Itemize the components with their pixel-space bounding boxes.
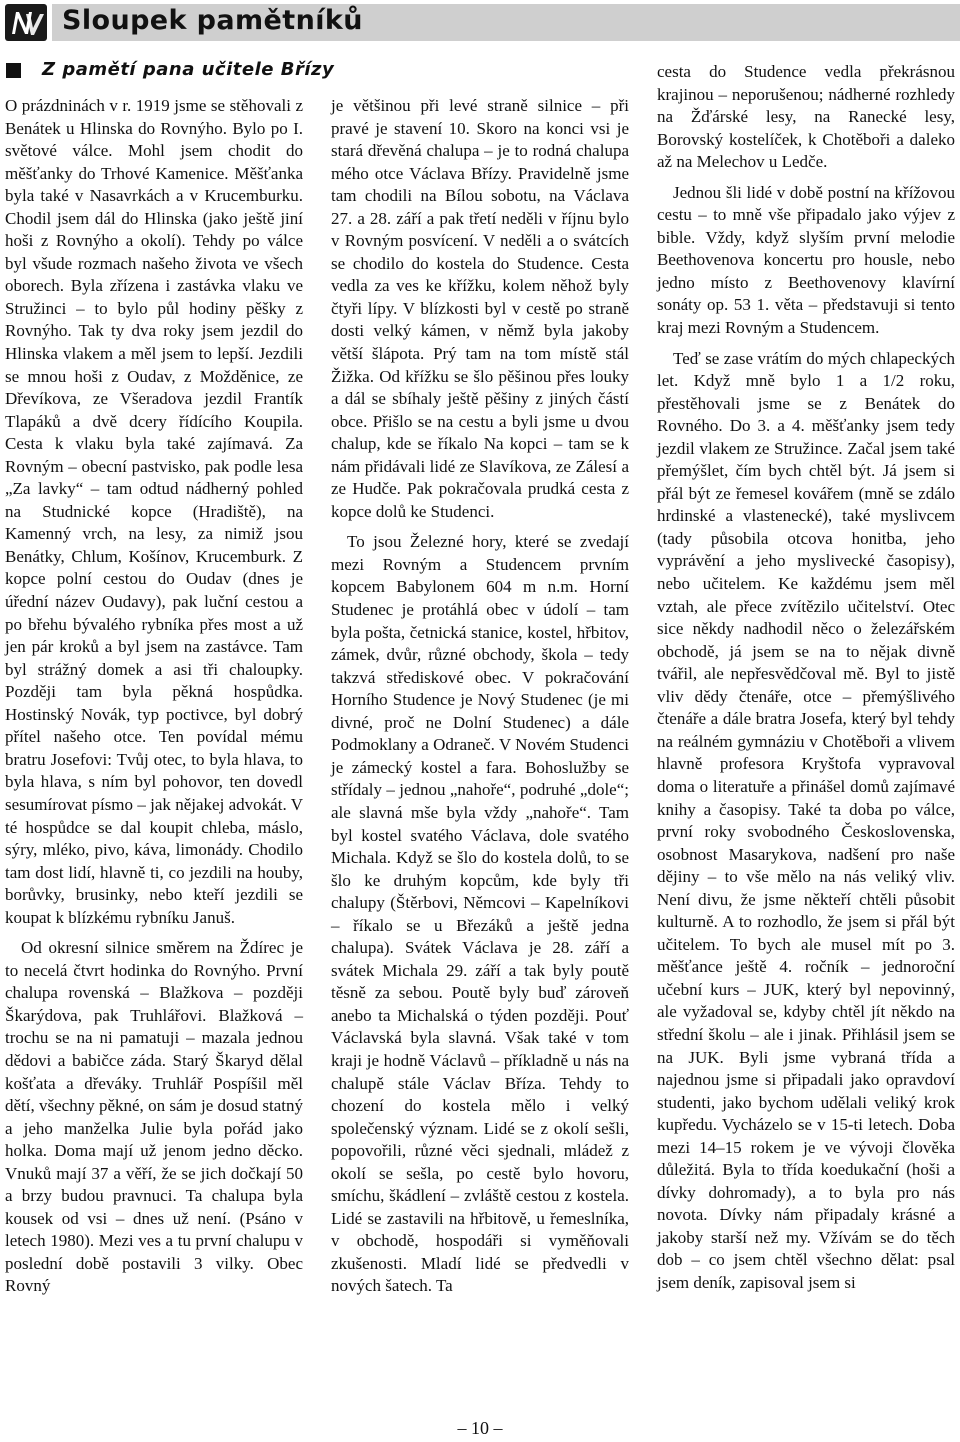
column-2-paragraph-1: je většinou při levé straně silnice – při pravé je stavení 10. Skoro na konci vsi je stará dřevěná chalupa – je to rodná chalupa mého otce Václava Břízy. Pravidelně jsme tam chodili na Bílou sobotu, na Václava 27. a 28. září a pak třetí neděli v říjnu bylo v Rovným posvícení. V neděli a o svátcích se chodilo do kostela do Studence. Cesta vedla za ves ke křížku, kolem něhož byly čtyři lípy. V blízkosti byl v cestě po straně dosti velký kámen, v němž byla jakoby větší šlápota. Prý tam na tom místě stál Žižka. Od křížku se šlo pěšinou přes louky a dál se sbíhaly ještě pěšiny z jiných částí obce. Přišlo se na cestu a byli jsme u dvou chalup, kde se říkalo Na kopci – tam se k nám přidávali lidé ze Slavíkova, ze Zálesí a ze Hudče. Pak pokračovala prudká cesta z kopce dolů ke Studenci. — [331, 96, 629, 521]
header-bar — [52, 4, 960, 41]
column-1-paragraph-2: Od okresní silnice směrem na Ždírec je to necelá čtvrt hodinka do Rovnýho. První chalupa rovenská – Blažkova – později Škarýdova, pak Truhlářovi. Blažková – trochu se na ni pamatuji – mazala jednou dědovi a babičce záda. Starý Škaryd dělal košťata a dřeváky. Truhlář Pospíšil měl dětí, všechny pěkné, on sám je dosud statný a jeho manželka Julie byla pořád jako holka. Doma mají už jenom jedno děcko. Vnuků mají 37 a věří, že se jich dočkají 50 a brzy budou pravnuci. Ta chalupa byla kousek od vsi – dnes už není. (Psáno v letech 1980). Mezi ves a tu první chalupu v poslední době postavili 3 vilky. Obec Rovný — [5, 938, 303, 1296]
column-3-paragraph-2: Jednou šli lidé v době postní na křížovou cestu – to mně vše připadalo jako výjev z bible. Vždy, když slyším první melodie Beethovenova koncertu pro housle, nebo jedno místo z Beethovenovy klavírní sonáty op. 53 1. věta – představuji si tento kraj mezi Rovným a Studencem. — [657, 182, 955, 338]
article-column-1 — [5, 95, 303, 1298]
section-title: Z pamětí pana učitele Břízy — [42, 59, 335, 80]
section-bullet-square — [6, 63, 21, 78]
article-column-2 — [331, 95, 629, 1298]
column-2-paragraph-2: To jsou Železné hory, které se zvedají mezi Rovným a Studencem prvním kopcem Babylonem 604 m n.m. Horní Studenec je protáhlá obec v údolí – tam byla pošta, četnická stanice, kostel, hřbitov, zámek, dvůr, různé obchody, škola – tedy takzvá střediskové obec. V pokračování Horního Studence je Nový Studenec (je mi divné, proč ne Dolní Studenec) a dále Podmoklany a Odraneč. V Novém Studenci je zámecký kostel a fara. Bohoslužby se střídaly – jednou „nahoře“, podruhé „dole“; ale slavná mše byla vždy „nahoře“. Tam byl kostel svatého Václava, dole svatého Michala. Když se šlo do kostela dolů, to se šlo ke druhým kopcům, kde byly tři chalupy (Štěrbovi, Němcovi – Kapelníkovi – říkalo se u Březáků a ještě jedna chalupa). Svátek Václava je 28. září a svátek Michala 29. září a tak byly poutě těsně za sebou. Poutě byly buď zároveň anebo ta Michalská o týden později. Pouť Václavská byla slavná. Však také v tom kraji je hodně Václavů – příkladně u nás na chalupě stále Václav Bříza. Tehdy to chození do kostela mělo i velký společenský význam. Lidé se z okolí sešli, popovořili, různé věci sjednali, mládež z okolí se sešla, po cestě bylo hovoru, smíchu, škádlení – zvláště cestou z kostela. Lidé se zastavili na hřbitově, u řemeslníka, v obchodě, hospodáři si vyměňovali zkušenosti. Mladí lidé se předvedli v nových šatech. Ta — [331, 532, 629, 1296]
article-column-3 — [657, 61, 955, 1295]
column-3-paragraph-3: Teď se zase vrátím do mých chlapeckých let. Když mně bylo 1 a 1/2 roku, přestěhovali jsme se z Benátek do Rovného. Do 3. a 4. měšťanky jsem tedy jezdil vlakem ze Stružince. Začal jsem také přemýšlet, čím bych chtěl být. Já jsem si přál být ze řemesel kovářem (mně se zdálo hrdinské a vlastenecké), také myslivcem (tady působila otcova honitba, jeho vyprávění a jeho myslivecké časopisy), nebo učitelem. Ke každému jsem měl vztah, ale přece zvítězilo učitelství. Otec sice někdy nadhodil něco o železářském obchodě, já jsem se na to nějak divně tvářil, ale nepřesvědčoval mě. Byl to jistě vliv dědy čtenáře, otce – přemýšlivého čtenáře a dále bratra Josefa, který byl tehdy na reálném gymnáziu v Chotěboři a vlivem hlavně profesora Kryštofa vypravoval doma o literatuře a přinášel domů zajímavé knihy a časopisy. Také ta doba po válce, první roky svobodného Československa, osobnost Masarykova, nadšení pro naše dějiny – to vše mělo na nás veliký vliv. Není divu, že jsme někteří chtěli působit kulturně. A to rozhodlo, že jsem si přál být učitelem. To bych ale musel mít po 3. měšťance ještě 4. ročník – jednoroční učební kurs – JUK, který byl nepovinný, ale vyžadoval se, kdyby chtěl jít někdo na střední školu – ale i jinak. Přihlásil jsem se na JUK. Byli jsme vybraná třída a najednou jsme si připadali jako opravdoví studenti, jako bychom udělali veliký krok kupředu. Vycházelo se v 15-ti letech. Doba mezi 14–15 rokem je ve vývoji člověka důležitá. Byla to třída koedukační (hoši a dívky dohromady), a to byla pro nás novota. Dívky nám připadaly krásné a jakoby starší než my. Vžívám se do těch dob – co jsem chtěl všechno dělat: psal jsem deník, zapisoval jsem si — [657, 348, 955, 1292]
header-title: Sloupek pamětníků — [62, 5, 363, 36]
nv-monogram-logo — [5, 4, 47, 41]
column-1-paragraph-1: O prázdninách v r. 1919 jsme se stěhovali z Benátek u Hlinska do Rovnýho. Bylo po I. světové válce. Mohl jsem chodit do měšťanky do Trhové Kamenice. Měšťanka byla také v Nasavrkách a v Krucemburku. Chodil jsem dál do Hlinska (jako ještě jiní hoši z Rovnýho a okolí). Tehdy po válce byl všude rozmach našeho života ve všech oborech. Byla zřízena i zastávka vlaku ve Stružinci – to bylo půl hodiny pěšky z Rovnýho. Tak ty dva roky jsem jezdil do Hlinska vlakem a měl jsem to lepší. Jezdili se mnou hoši z Oudav, z Možděnice, ze Dřevíkova, ze Všeradova jezdil Frantík Tlapáků a dvě dcery řídícího Koupila. Cesta k vlaku byla také zajímavá. Za Rovným – obecní pastvisko, pak podle lesa „Za lavky“ – tam odtud nádherný pohled na Studnické kopce (Hradiště), na Kamenný vrch, na lesy, za nimiž jsou Benátky, Chlum, Košínov, Krucemburk. Z kopce polní cestou do Oudav (dnes je úřední název Oudavy), pak luční cestou a po břehu bývalého rybníka přes most a už jen pár kroků a byl jsem na zastávce. Tam byl strážný domek a asi tři chaloupky. Později tam byla pěkná hospůdka. Hostinský Novák, typ poctivce, byl dobrý přítel našeho otce. Ten povídal mému bratru Josefovi: Tvůj otec, to byla hlava, to byla hlava, s ním byl pohovor, ten dovedl sesumírovat písmo – jak nějakej advokát. V té hospůdce se dal koupit chleba, máslo, sýry, mléko, pivo, káva, limonády. Chodilo tam dost lidí, hlavně ti, co jezdili na houby, borůvky, brusinky, nebo kteří jezdili se koupat k blízkému rybníku Januš. — [5, 96, 303, 927]
page-number: – 10 – — [457, 1418, 503, 1438]
column-3-paragraph-1: cesta do Studence vedla překrásnou krajinou – neporušenou; nádherné rozhledy na Žďárské lesy, na Ranecké lesy, Borovský kostelíček, k Chotěboři a daleko až na Melechov u Ledče. — [657, 62, 955, 172]
